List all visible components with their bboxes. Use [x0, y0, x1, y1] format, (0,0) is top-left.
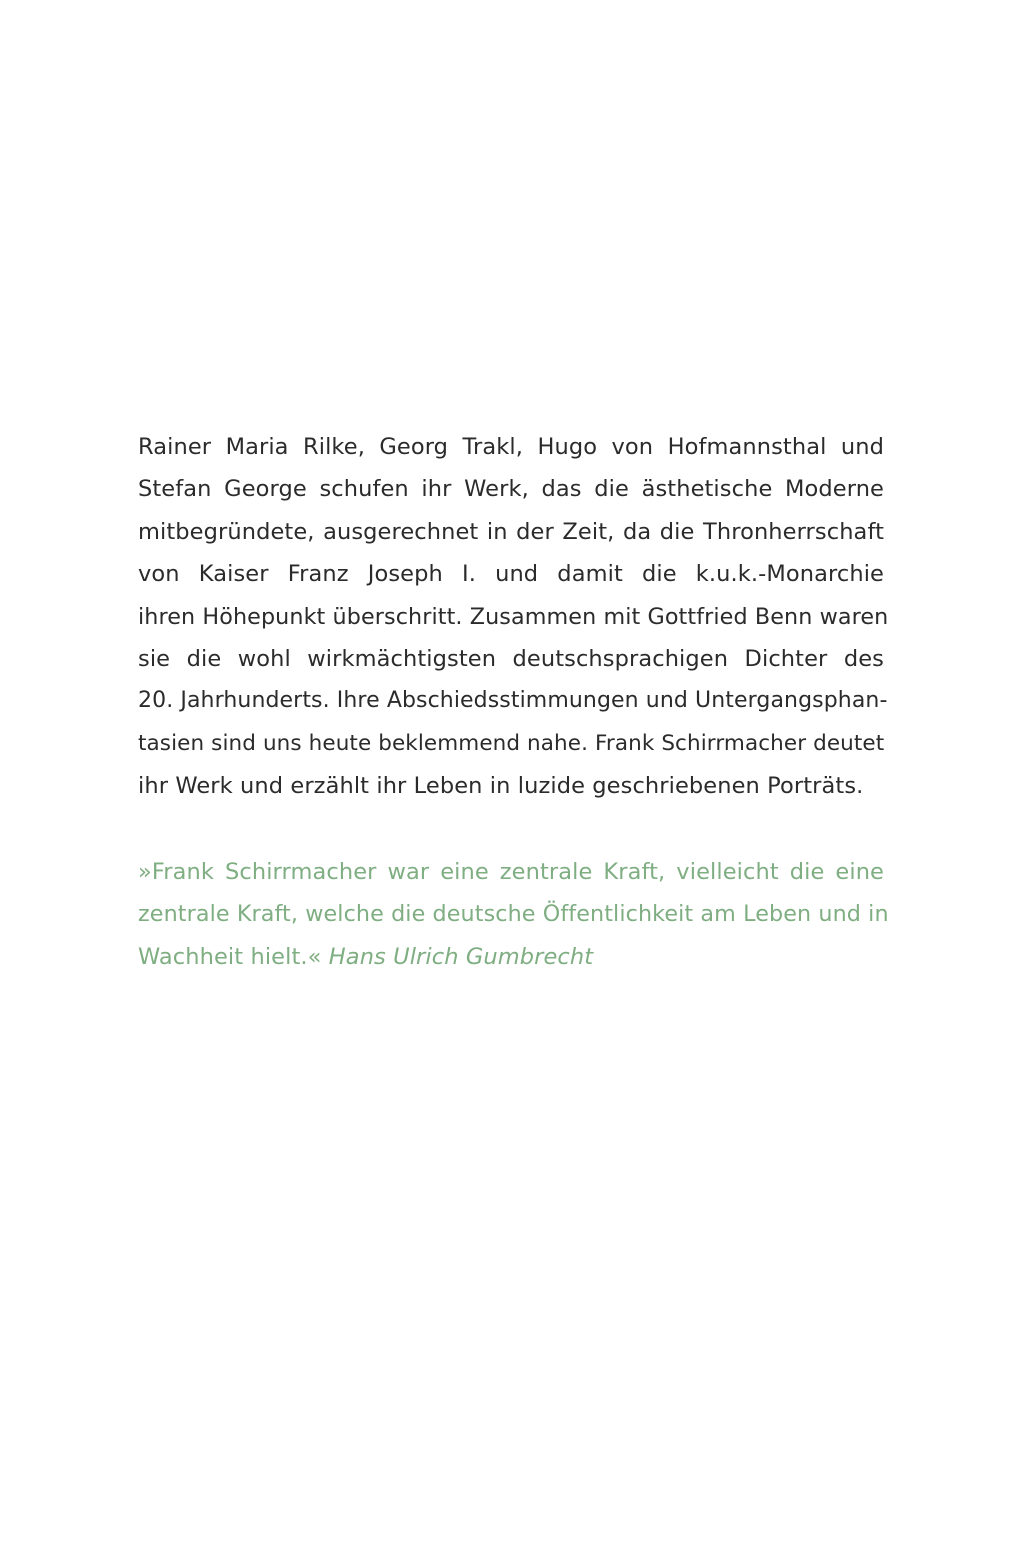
blurb-line: Stefan George schufen ihr Werk, das die ästhetische Moderne: [138, 476, 884, 503]
blurb-line: ihr Werk und erzählt ihr Leben in luzide geschriebenen Porträts.: [138, 773, 864, 800]
blurb-line: tasien sind uns heute beklemmend nahe. Frank Schirrmacher deutet: [138, 730, 885, 756]
quote-line: »Frank Schirrmacher war eine zentrale Kraft, vielleicht die eine: [138, 859, 884, 885]
quote-last-line: [138, 936, 884, 978]
quote-attribution: Hans Ulrich Gumbrecht: [328, 943, 594, 970]
blurb-line: von Kaiser Franz Joseph I. und damit die k.u.k.-Monarchie: [138, 561, 884, 588]
blurb-line: 20. Jahrhunderts. Ihre Abschiedsstimmungen und Untergangsphan-: [138, 688, 888, 714]
blurb-line: mitbegründete, ausgerechnet in der Zeit, da die Thronherrschaft: [138, 518, 884, 545]
review-quote: [138, 851, 889, 978]
blurb-paragraph: [138, 426, 889, 808]
quote-line: zentrale Kraft, welche die deutsche Öffentlichkeit am Leben und in: [138, 901, 889, 928]
quote-closing-text: Wachheit hielt.«: [138, 943, 322, 970]
blurb-line: ihren Höhepunkt überschritt. Zusammen mit Gottfried Benn waren: [138, 603, 889, 630]
blurb-line: sie die wohl wirkmächtigsten deutschsprachigen Dichter des: [138, 645, 884, 672]
blurb-line: Rainer Maria Rilke, Georg Trakl, Hugo von Hofmannsthal und: [138, 434, 884, 460]
